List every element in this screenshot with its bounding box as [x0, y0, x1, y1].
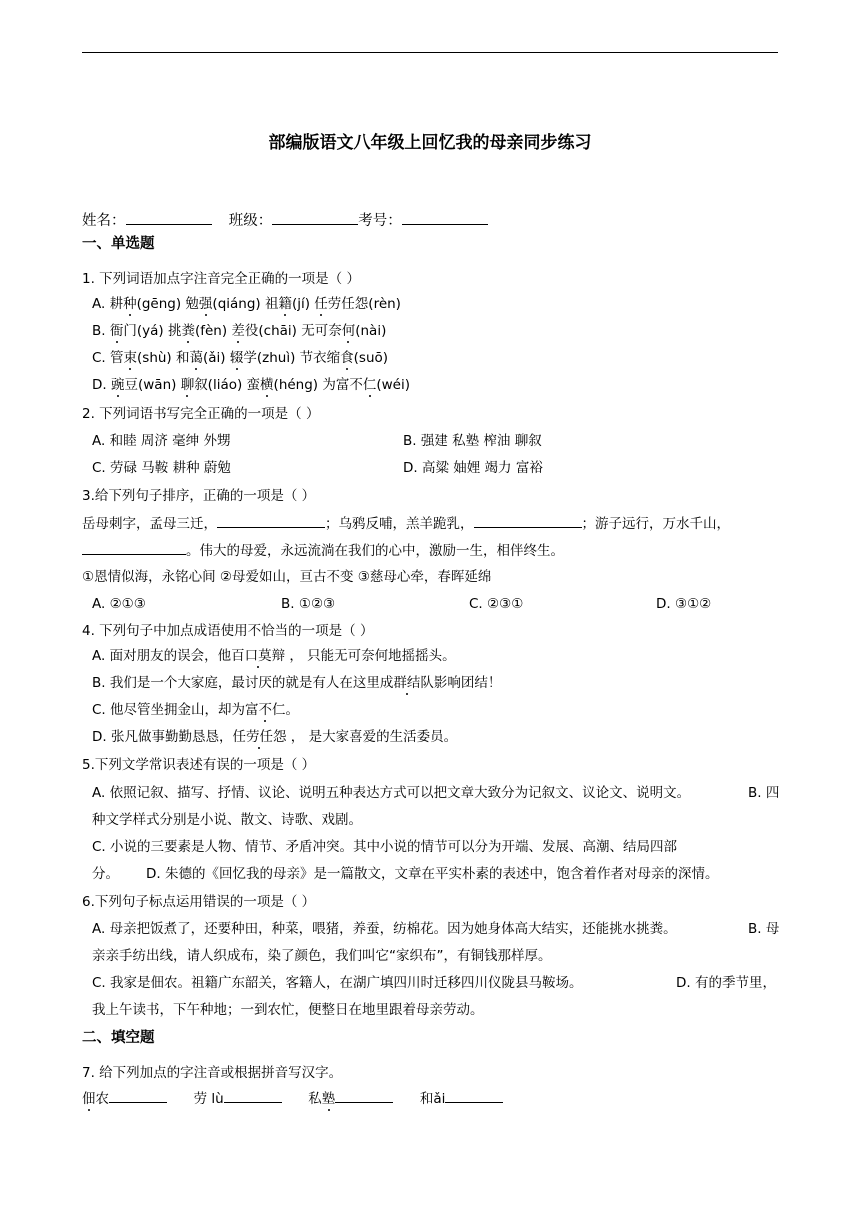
- q5-option-b-start[interactable]: B. 四: [748, 785, 780, 801]
- q1c-t8: (suō): [353, 350, 389, 366]
- q5-option-b-cont[interactable]: 种文学样式分别是小说、散文、诗歌、戏剧。: [92, 812, 362, 828]
- q1c-dot7: 食: [340, 350, 354, 366]
- q7-blank-2[interactable]: [224, 1089, 282, 1103]
- class-field[interactable]: [272, 210, 358, 225]
- q1d-t0: D.: [92, 377, 111, 393]
- q7-w1-dot: 佃: [82, 1091, 96, 1107]
- q4-option-b[interactable]: [92, 674, 501, 692]
- q4-option-d[interactable]: [92, 728, 457, 746]
- q1d-t2: 豆(wān): [124, 377, 181, 393]
- q1-option-a[interactable]: [92, 295, 401, 313]
- q4c-text1: C. 他尽管坐拥金山，却为: [92, 702, 246, 718]
- q4a-text1: A. 面对朋友的误会，他: [92, 648, 232, 664]
- q1c-t4: (ǎi): [203, 350, 230, 366]
- section-heading-single-choice: 一、单选题: [82, 236, 155, 252]
- q4b-text1: B. 我们是一个大家庭，最讨厌的就是有人在这里: [92, 675, 380, 691]
- q3-blank-3[interactable]: [82, 541, 186, 555]
- student-info-row: [82, 210, 488, 230]
- q3-option-c[interactable]: C. ②③①: [469, 596, 524, 612]
- q1d-dot1: 豌: [110, 377, 125, 393]
- q1b-t6: 役(chāi) 无可奈: [244, 323, 342, 339]
- q1-option-c[interactable]: [92, 349, 388, 367]
- q1c-dot1: 束: [123, 350, 138, 366]
- q7-w1-rest: 农: [95, 1091, 109, 1107]
- q1a-t4: (qiáng) 祖: [212, 296, 279, 312]
- q1c-dot5: 辍: [229, 350, 244, 366]
- q2-option-b[interactable]: B. 强建 私塾 榨油 聊叙: [403, 433, 542, 449]
- q3-p1a: 岳母刺字，孟母三迁，: [82, 516, 217, 532]
- q7-blank-4[interactable]: [445, 1089, 503, 1103]
- exam-number-field[interactable]: [402, 210, 488, 225]
- q1d-dot3: 聊: [180, 377, 195, 393]
- q4d-text2: ， 是大家喜爱的生活委员。: [286, 729, 458, 745]
- q7-w2: 劳 lù: [193, 1091, 224, 1107]
- q7-blank-3[interactable]: [335, 1089, 393, 1103]
- q1a-t0: A. 耕: [92, 296, 124, 312]
- q3-blank-1[interactable]: [217, 514, 325, 528]
- q5-option-a[interactable]: A. 依照记叙、描写、抒情、议论、说明五种表达方式可以把文章大致分为记叙文、议论文、说明文。: [92, 785, 691, 801]
- q6-stem: 6.下列句子标点运用错误的一项是（ ）: [82, 894, 316, 910]
- page-title: 部编版语文八年级上回忆我的母亲同步练习: [268, 133, 592, 153]
- q4a-idiom-text: 百口莫辩: [231, 648, 286, 664]
- q7-w4: 和ǎi: [419, 1091, 446, 1107]
- q4c-text2: 。: [285, 702, 300, 718]
- q4b-dotted-idiom: [380, 675, 434, 691]
- q1c-t0: C. 管: [92, 350, 124, 366]
- q4d-idiom-text: 任劳任怨: [232, 729, 287, 745]
- q7-blank-1[interactable]: [109, 1089, 167, 1103]
- q3-passage-line1: [82, 514, 730, 533]
- q1a-t8: 劳任怨(rèn): [327, 296, 401, 312]
- q6-option-c[interactable]: C. 我家是佃农。祖籍广东韶关，客籍人，在湖广填四川时迁移四川仪陇县马鞍场。: [92, 975, 583, 991]
- q6-option-d-start[interactable]: D. 有的季节里，: [676, 975, 776, 991]
- q5-stem: 5.下列文学常识表述有误的一项是（ ）: [82, 757, 316, 773]
- q7-w3-a: 私: [308, 1091, 322, 1107]
- q2-option-d[interactable]: D. 高粱 妯娌 竭力 富裕: [403, 460, 543, 476]
- q3-option-a[interactable]: A. ②①③: [92, 596, 146, 612]
- q3-blank-2[interactable]: [474, 514, 582, 528]
- q7-stem: 7. 给下列加点的字注音或根据拼音写汉字。: [82, 1065, 343, 1081]
- q1d-t8: (wéi): [376, 377, 410, 393]
- q5-option-c[interactable]: C. 小说的三要素是人物、情节、矛盾冲突。其中小说的情节可以分为开端、发展、高潮、结局四部: [92, 839, 678, 855]
- q1c-t2: (shù) 和: [137, 350, 190, 366]
- q1a-dot5: 籍: [278, 296, 292, 312]
- q3-p2: 。伟大的母爱，永远流淌在我们的心中，激励一生，相伴终生。: [186, 543, 564, 559]
- exam-label: 考号：: [358, 213, 402, 229]
- q6-option-b-start[interactable]: B. 母: [748, 921, 780, 937]
- q1b-dot7: 何: [341, 323, 356, 339]
- q1a-t2: (gēng) 勉: [136, 296, 199, 312]
- q1a-t6: (jí): [291, 296, 315, 312]
- q6-option-d-cont[interactable]: 我上午读书，下午种地；一到农忙，便整日在地里跟着母亲劳动。: [92, 1002, 484, 1018]
- q1b-dot3: 粪: [181, 323, 195, 339]
- q4-stem: 4. 下列句子中加点成语使用不恰当的一项是（ ）: [82, 623, 374, 639]
- q1b-dot5: 差: [231, 323, 245, 339]
- q5-option-c-cont[interactable]: 分。: [92, 866, 119, 882]
- q1a-dot1: 种: [123, 296, 137, 312]
- q6-option-b-cont[interactable]: 亲亲手纺出线，请人织成布，染了颜色，我们叫它“家织布”，有铜钱那样厚。: [92, 948, 552, 964]
- q4-option-a[interactable]: [92, 647, 456, 665]
- q4c-idiom-text: 富不仁: [245, 702, 286, 718]
- q1c-dot3: 蔼: [189, 350, 203, 366]
- q1-option-d[interactable]: [92, 376, 410, 394]
- top-rule: [82, 52, 778, 53]
- q2-option-a[interactable]: A. 和睦 周济 毫绅 外甥: [92, 433, 231, 449]
- q1d-t4: 叙(liáo) 蛮: [194, 377, 261, 393]
- section-heading-fill-blank: 二、填空题: [82, 1030, 155, 1046]
- q3-option-d[interactable]: D. ③①②: [656, 596, 712, 612]
- q6-option-a[interactable]: A. 母亲把饭煮了，还要种田，种菜，喂猪，养蚕，纺棉花。因为她身体高大结实，还能挑水挑粪。: [92, 921, 677, 937]
- q2-option-c[interactable]: C. 劳碌 马鞍 耕种 蔚勉: [92, 460, 231, 476]
- q1d-t6: (héng) 为富不: [273, 377, 363, 393]
- q3-p1c: ；游子远行，万水千山，: [581, 516, 730, 532]
- q3-passage-line2: [82, 541, 564, 560]
- class-label: 班级：: [228, 213, 273, 229]
- q1b-t8: (nài): [355, 323, 387, 339]
- q1-stem: 1. 下列词语加点字注音完全正确的一项是（ ）: [82, 271, 360, 287]
- q1c-t6: 学(zhuì) 节衣缩: [243, 350, 341, 366]
- name-label: 姓名：: [82, 213, 126, 229]
- q1d-dot7: 仁: [362, 377, 377, 393]
- q4c-dotted-idiom: [245, 702, 286, 718]
- q4b-text2: 影响团结！: [433, 675, 502, 691]
- q3-p1b: ；乌鸦反哺，羔羊跪乳，: [325, 516, 474, 532]
- q1d-dot5: 横: [260, 377, 274, 393]
- q3-items: ①恩情似海，永铭心间 ②母爱如山，亘古不变 ③慈母心牵，春晖延绵: [82, 569, 492, 585]
- q7-w3-dot: 塾: [321, 1091, 336, 1107]
- q3-stem: 3.给下列句子排序，正确的一项是（ ）: [82, 488, 316, 504]
- q1a-dot7: 任: [314, 296, 328, 312]
- q4b-idiom-text: 成群结队: [379, 675, 434, 691]
- q1b-t0: B.: [92, 323, 110, 339]
- q7-blanks-row: [82, 1089, 503, 1108]
- name-field[interactable]: [126, 210, 212, 225]
- q1a-dot3: 强: [198, 296, 213, 312]
- q4a-dotted-idiom: [231, 648, 285, 664]
- q5-option-d[interactable]: D. 朱德的《回忆我的母亲》是一篇散文，文章在平实朴素的表述中，饱含着作者对母亲的深情。: [146, 866, 719, 882]
- q1b-t4: (fèn): [194, 323, 232, 339]
- q1b-t2: 门(yá) 挑: [123, 323, 182, 339]
- q4d-dotted-idiom: [232, 729, 286, 745]
- q1b-dot1: 衙: [109, 323, 124, 339]
- q2-stem: 2. 下列词语书写完全正确的一项是（ ）: [82, 406, 320, 422]
- q4-option-c[interactable]: [92, 701, 299, 719]
- q1-option-b[interactable]: [92, 322, 386, 340]
- q3-option-b[interactable]: B. ①②③: [281, 596, 336, 612]
- q4d-text1: D. 张凡做事勤勤恳恳，: [92, 729, 233, 745]
- q4a-text2: ， 只能无可奈何地摇摇头。: [285, 648, 456, 664]
